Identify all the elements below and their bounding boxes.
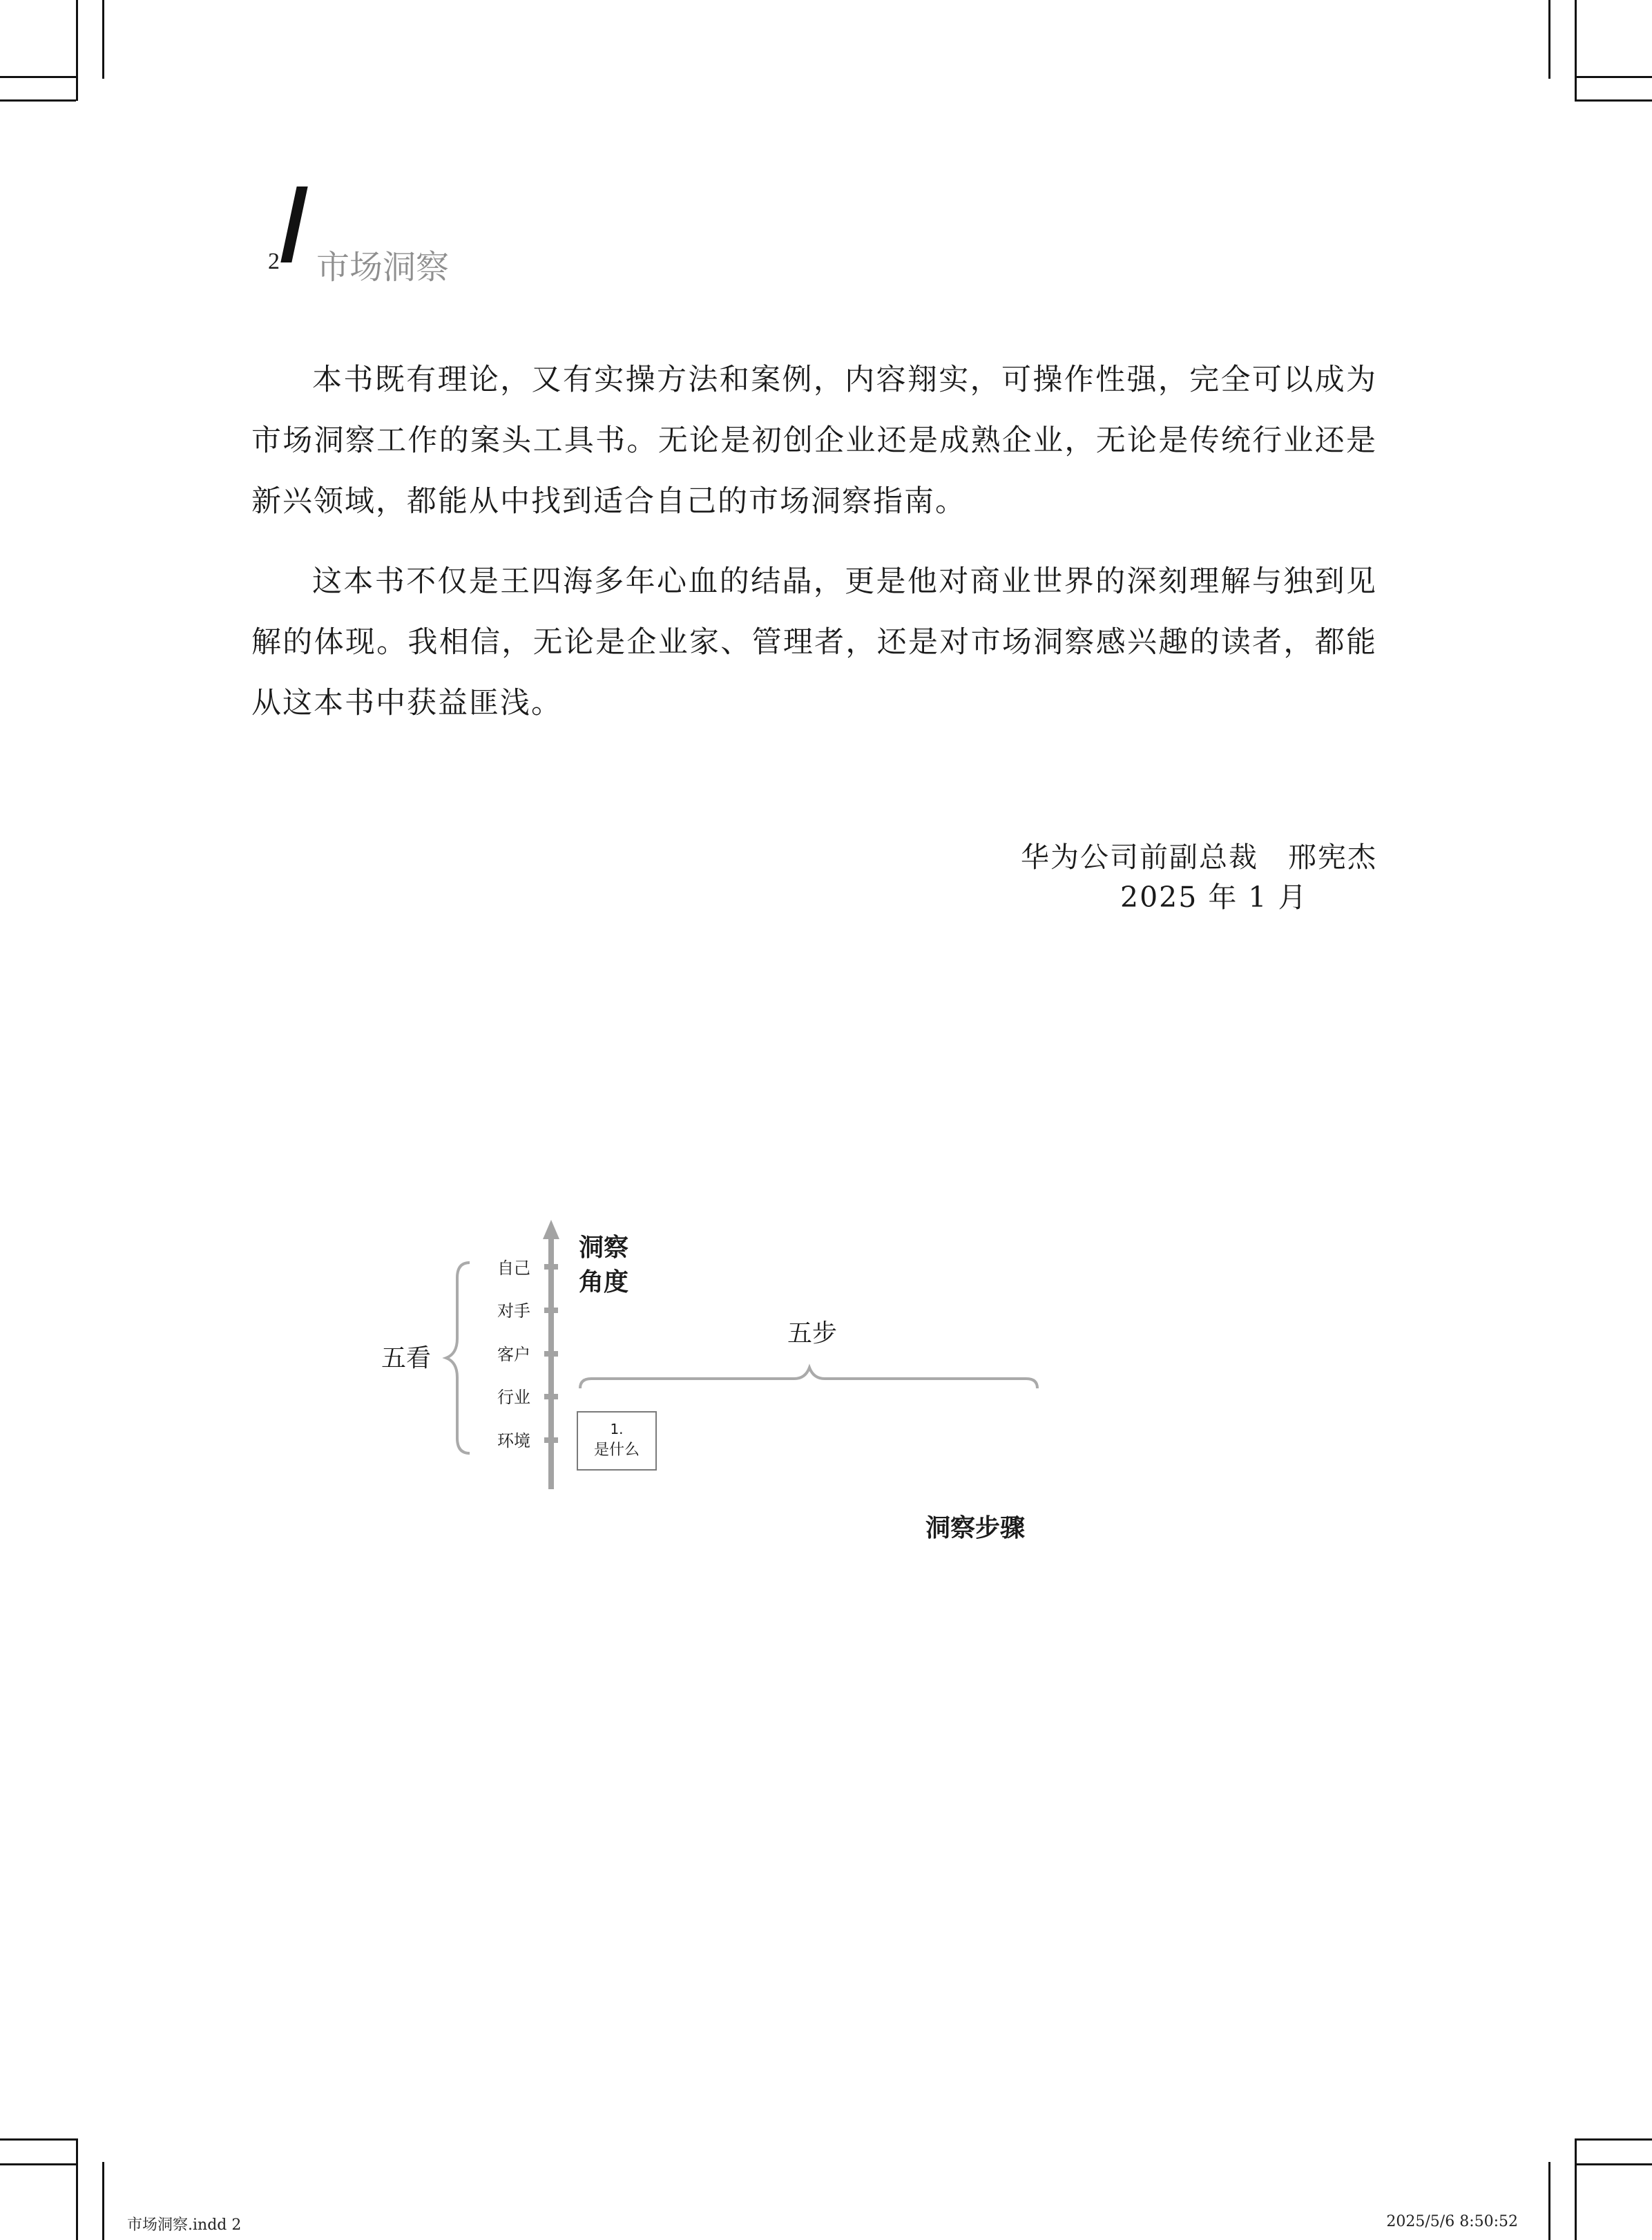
footer-file-info: 市场洞察.indd 2 xyxy=(127,2217,242,2234)
figure-caption: 洞察步骤 xyxy=(925,1514,1026,1542)
signature-date: 2025 年 1 月 xyxy=(1120,881,1308,914)
axis-title-line2: 角度 xyxy=(579,1268,629,1296)
steps-brace xyxy=(580,1368,1037,1388)
page-number: 2 xyxy=(268,249,280,274)
step-box-label: 是什么 xyxy=(593,1442,640,1459)
axis-item-environment: 环境 xyxy=(497,1431,530,1451)
axis-item-industry: 行业 xyxy=(497,1388,530,1407)
left-brace xyxy=(446,1263,470,1453)
axis-item-customer: 客户 xyxy=(497,1345,530,1364)
five-looks-label: 五看 xyxy=(381,1344,432,1372)
paragraph-1: 本书既有理论，又有实操方法和案例，内容翔实，可操作性强，完全可以成为市场洞察工作的案头工具书。无论是初创企业还是成熟企业，无论是传统行业还是新兴领域，都能从中找到适合自己的市场洞察指南。 xyxy=(251,363,1377,519)
axis-item-self: 自己 xyxy=(497,1258,530,1278)
paragraph-2: 这本书不仅是王四海多年心血的结晶，更是他对商业世界的深刻理解与独到见解的体现。我相信，无论是企业家、管理者，还是对市场洞察感兴趣的读者，都能从这本书中获益匪浅。 xyxy=(251,564,1377,720)
five-steps-label: 五步 xyxy=(787,1319,838,1348)
axis-title-line1: 洞察 xyxy=(579,1234,629,1262)
axis-item-competitor: 对手 xyxy=(497,1301,530,1321)
axis-arrow-icon xyxy=(543,1220,559,1239)
signature-author: 华为公司前副总裁 邢宪杰 xyxy=(1021,841,1377,874)
step-box-number: 1. xyxy=(610,1421,624,1437)
axis-line xyxy=(548,1238,554,1489)
footer-timestamp: 2025/5/6 8:50:52 xyxy=(1386,2213,1518,2230)
section-title: 市场洞察 xyxy=(316,248,450,287)
